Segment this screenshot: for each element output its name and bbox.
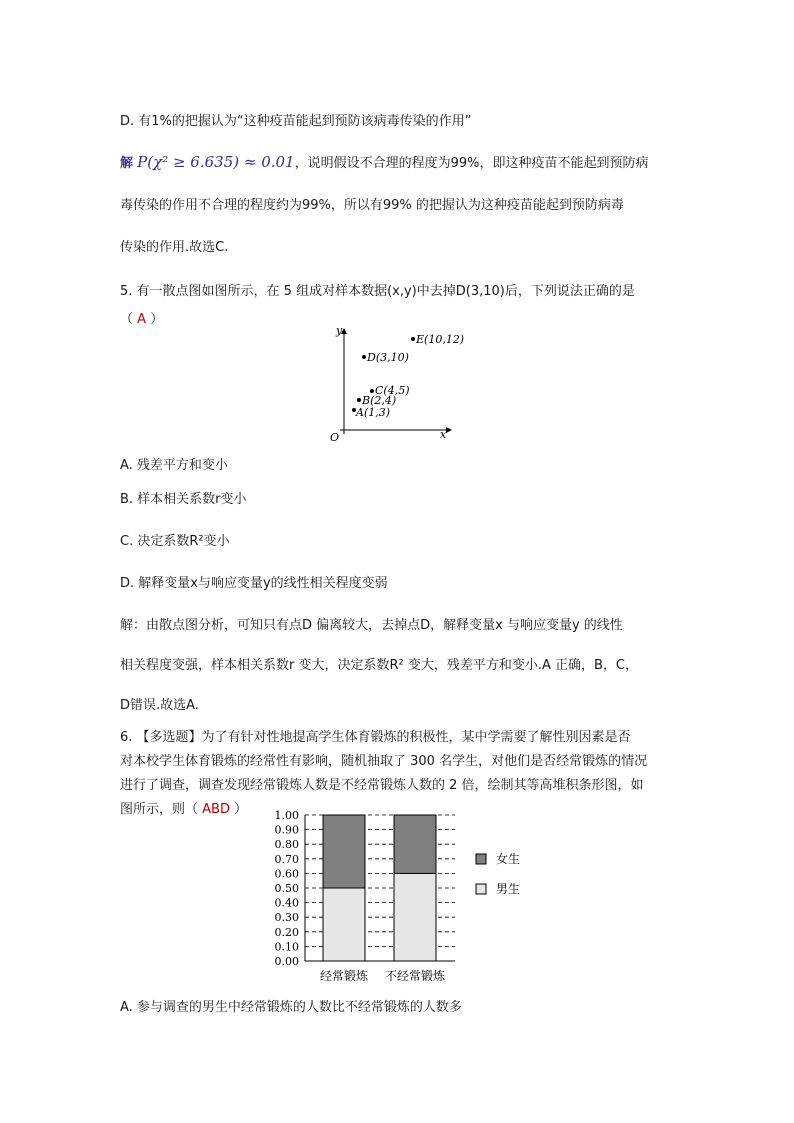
- category-label: 不经常锻炼: [384, 969, 446, 983]
- q5-answer-parens: [120, 308, 163, 327]
- y-tick-label: 0.40: [274, 896, 299, 910]
- y-tick-label: 0.20: [274, 925, 299, 939]
- scatter-point-e: [411, 337, 415, 341]
- y-tick-label: 0.80: [274, 838, 299, 852]
- y-tick-label: 0.30: [274, 911, 299, 925]
- bar-segment: [394, 815, 436, 873]
- q6-stem-line-4: [120, 798, 247, 817]
- y-tick-label: 1.00: [274, 809, 299, 822]
- scatter-point-b: [357, 398, 361, 402]
- y-tick-label: 0.90: [274, 823, 299, 837]
- scatter-origin: O: [330, 431, 340, 444]
- legend-label: 女生: [496, 852, 521, 866]
- q6-paren-close: ）: [234, 802, 248, 817]
- legend-swatch: [476, 854, 486, 864]
- y-tick-label: 0.00: [274, 955, 299, 968]
- q5-paren-close: ）: [150, 312, 164, 327]
- scatter-x-label: x: [440, 428, 447, 441]
- scatter-label-d: D(3,10): [367, 351, 409, 364]
- q4-option-d: D. 有1%的把握认为“这种疫苗能起到预防该病毒传染的作用”: [120, 114, 472, 129]
- q4-solution-line-3: 传染的作用.故选C.: [120, 240, 229, 255]
- bar-segment: [323, 815, 365, 888]
- q4-formula: P(χ² ≥ 6.635) ≈ 0.01: [137, 153, 295, 171]
- q5-solution-line-3: D错误.故选A.: [120, 698, 199, 713]
- y-tick-label: 0.60: [274, 867, 299, 881]
- q4-solution-line-2: 毒传染的作用不合理的程度约为99%，所以有99% 的把握认为这种疫苗能起到预防病毒: [120, 198, 624, 213]
- q5-option-c: C. 决定系数R²变小: [120, 534, 230, 549]
- q5-option-a: A. 残差平方和变小: [120, 458, 228, 473]
- scatter-plot: [326, 322, 476, 446]
- q5-solution-line-2: 相关程度变强，样本相关系数r 变大，决定系数R² 变大，残差平方和变小.A 正确，B，C，: [120, 658, 639, 673]
- q6-stem-line-3: 进行了调查，调查发现经常锻炼人数是不经常锻炼人数的 2 倍，绘制其等高堆积条形图，如: [120, 778, 644, 793]
- scatter-x-arrow: [446, 427, 452, 433]
- q6-stem-line-2: 对本校学生体育锻炼的经常性有影响，随机抽取了 300 名学生，对他们是否经常锻炼的情况: [120, 754, 648, 769]
- legend: [476, 851, 520, 896]
- bar-segment: [323, 888, 365, 961]
- q4-solution-line-1: [120, 152, 649, 171]
- q5-answer: A: [137, 312, 147, 327]
- scatter-point-d: [362, 355, 366, 359]
- category-labels: [320, 968, 446, 983]
- y-tick-label: 0.50: [274, 882, 299, 895]
- scatter-point-c: [370, 389, 374, 393]
- q5-stem: 5. 有一散点图如图所示，在 5 组成对样本数据(x,y)中去掉D(3,10)后，下列说法正确的是: [120, 284, 635, 299]
- q4-solution-text-1: ，说明假设不合理的程度为99%，即这种疫苗不能起到预防病: [294, 156, 649, 171]
- q5-option-d: D. 解释变量x与响应变量y的线性相关程度变弱: [120, 576, 388, 591]
- q6-answer: ABD: [202, 802, 230, 817]
- y-tick-labels: [275, 809, 300, 968]
- q6-stem-line-1: 6. 【多选题】为了有针对性地提高学生体育锻炼的积极性，某中学需要了解性别因素是否: [120, 730, 631, 745]
- scatter-label-a: A(1,3): [356, 406, 391, 419]
- category-label: 经常锻炼: [319, 969, 369, 983]
- q4-solution-label: 解: [120, 156, 134, 171]
- legend-label: 男生: [496, 882, 521, 896]
- q5-option-b: B. 样本相关系数r变小: [120, 492, 247, 507]
- scatter-label-c: C(4,5): [375, 384, 410, 397]
- bars: [323, 815, 436, 961]
- y-tick-label: 0.70: [274, 852, 299, 866]
- q5-paren-open: （: [120, 312, 134, 327]
- scatter-label-e: E(10,12): [416, 333, 465, 346]
- q6-stem-text: 图所示，则（: [120, 802, 199, 817]
- legend-swatch: [476, 884, 486, 894]
- scatter-label-b: B(2,4): [362, 394, 397, 407]
- bar-segment: [394, 873, 436, 961]
- scatter-y-label: y: [336, 324, 343, 337]
- stacked-bar-chart: [265, 808, 540, 990]
- q6-option-a: A. 参与调查的男生中经常锻炼的人数比不经常锻炼的人数多: [120, 1000, 462, 1015]
- q5-solution-line-1: 解：由散点图分析，可知只有点D 偏离较大，去掉点D，解释变量x 与响应变量y 的线性: [120, 618, 623, 633]
- y-tick-label: 0.10: [274, 940, 299, 954]
